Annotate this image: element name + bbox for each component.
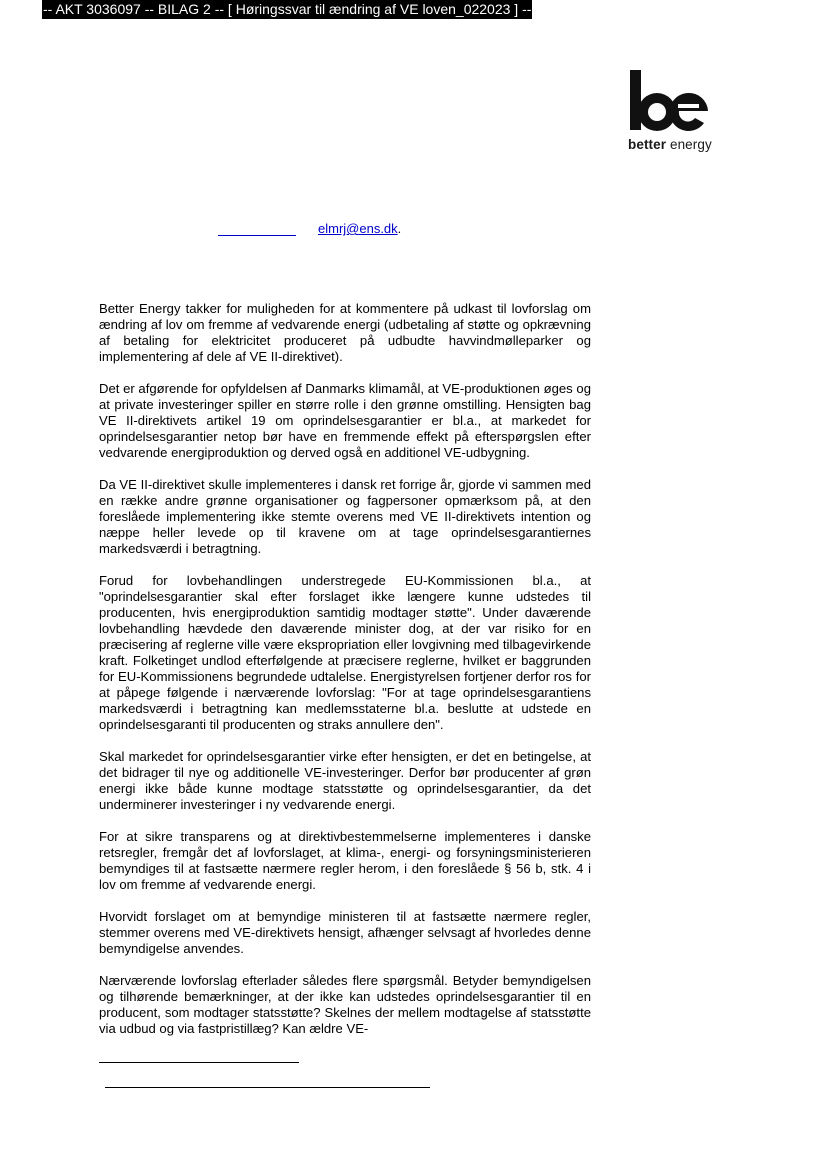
- logo-tagline-rest: energy: [669, 137, 712, 152]
- body-paragraph: Nærværende lovforslag efterlader således flere spørgsmål. Betyder bemyndigelsen og tilhørende bemærkninger, at der ikke kan udstedes oprindelsesgarantier til en producent, som modtager statsstøtte? Skelnes der mellem modtagelse af statsstøtte via udbud og via fastpristillæg? Kan ældre VE-: [99, 973, 591, 1036]
- body-paragraph: Skal markedet for oprindelsesgarantier virke efter hensigten, er det en betingelse, at det bidrager til nye og additionelle VE-investeringer. Derfor bør producenter af grøn energi ikke både kunne modtage statsstøtte og oprindelsesgarantier, da det underminerer investeringer i ny vedvarende energi.: [99, 749, 591, 812]
- body-paragraph: Det er afgørende for opfyldelsen af Danmarks klimamål, at VE-produktionen øges og at private investeringer spiller en større rolle i den grønne omstilling. Hensigten bag VE II-direktivets artikel 19 om oprindelsesgarantier er bl.a., at markedet for oprindelsesgarantier netop bør have en fremmende effekt på efterspørgslen efter vedvarende energiproduktion og derved også en additionel VE-udbygning.: [99, 381, 591, 460]
- logo-tagline: [628, 137, 712, 152]
- footnote-separator: [99, 1062, 299, 1063]
- logo-tagline-bold: better: [628, 137, 667, 152]
- body-paragraph: For at sikre transparens og at direktivbestemmelserne implementeres i danske retsregler, fremgår det af lovforslaget, at klima-, energi- og forsyningsministerieren bemyndiges til at fastsætte nærmere regler herom, i den foreslåede § 56 b, stk. 4 i lov om fremme af vedvarende energi.: [99, 829, 591, 892]
- body-paragraph: Hvorvidt forslaget om at bemyndige ministeren til at fastsætte nærmere regler, stemmer overens med VE-direktivets hensigt, afhænger selvsagt af hvorledes denne bemyndigelse anvendes.: [99, 909, 591, 956]
- redacted-link-placeholder[interactable]: [218, 222, 296, 236]
- contact-trailing-period: .: [397, 221, 402, 236]
- document-body: [99, 301, 591, 1053]
- footer-rule: [105, 1087, 430, 1088]
- contact-email-link[interactable]: elmrj@ens.dk: [318, 221, 398, 236]
- contact-line: [218, 221, 401, 236]
- body-paragraph: Da VE II-direktivet skulle implementeres i dansk ret forrige år, gjorde vi sammen med en række andre grønne organisationer og fagpersoner opmærksom på, at den foreslåede implementering ikke stemte overens med VE II-direktivets intention og næppe heller levede op til kravene om at tage oprindelsesgarantiernes markedsværdi i betragtning.: [99, 477, 591, 556]
- body-paragraph: Forud for lovbehandlingen understregede EU-Kommissionen bl.a., at "oprindelsesgarantier skal efter forslaget ikke længere kunne udstedes til producenten, hvis energiproduktion samtidig modtager støtte". Under daværende lovbehandling hævdede den daværende minister dog, at der var risiko for en præcisering af reglerne ville være ekspropriation eller lovgivning med tilbagevirkende kraft. Folketinget undlod efterfølgende at præcisere reglerne, hvilket er baggrunden for EU-Kommissionens begrundede udtalelse. Energistyrelsen fortjener derfor ros for at påpege følgende i nærværende lovforslag: "For at tage oprindelsesgarantiens markedsværdi i betragtning kan medlemsstaterne bl.a. beslutte at udstede en oprindelsesgaranti til producenten og straks annullere den".: [99, 573, 591, 732]
- body-paragraph: Better Energy takker for muligheden for at kommentere på udkast til lovforslag om ændring af lov om fremme af vedvarende energi (udbetaling af støtte og opkrævning af betaling for elektricitet produceret på udbudte havvindmølleparker og implementering af dele af VE II-direktivet).: [99, 301, 591, 364]
- document-stamp-header: -- AKT 3036097 -- BILAG 2 -- [ Høringssvar til ændring af VE loven_022023 ] --: [43, 1, 532, 17]
